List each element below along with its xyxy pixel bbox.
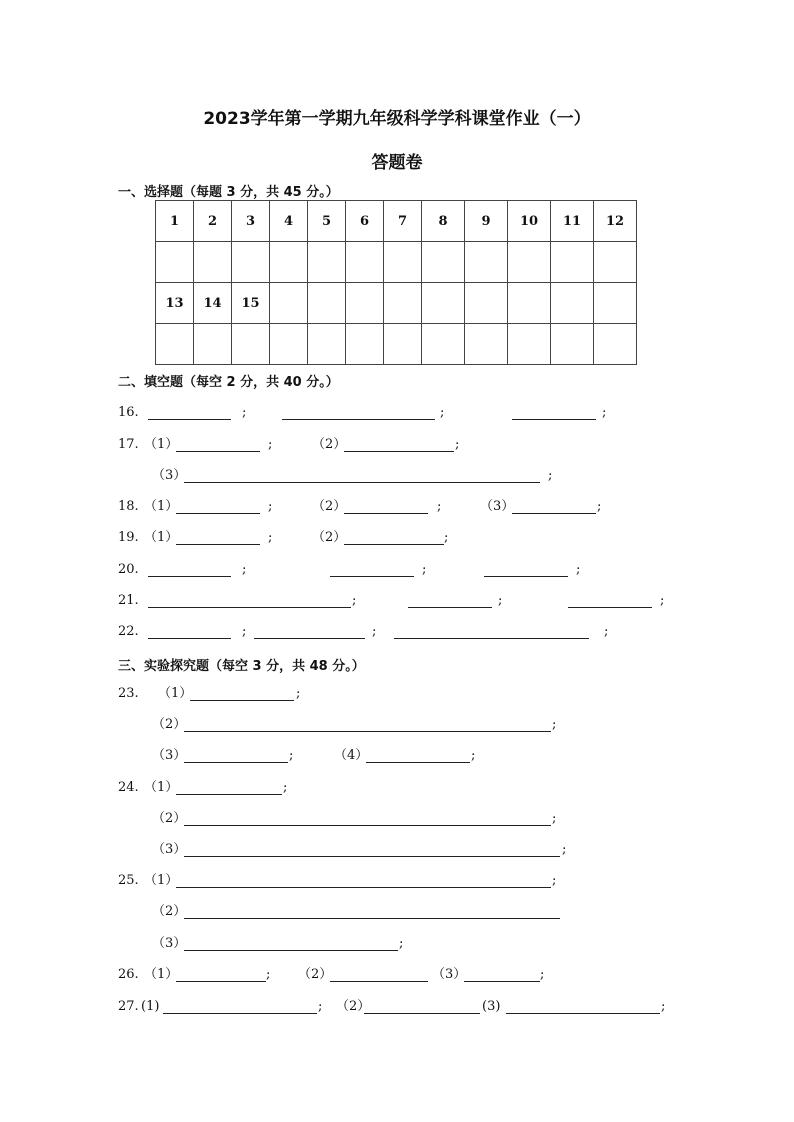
grid-cell (594, 283, 637, 324)
part-label: （2） (312, 530, 347, 545)
grid-row-answers-2 (156, 324, 637, 365)
grid-row-numbers-1 (156, 201, 637, 242)
answer-cell[interactable] (422, 324, 465, 365)
answer-cell[interactable] (270, 242, 308, 283)
answer-blank[interactable] (176, 780, 282, 795)
separator: ; (242, 624, 247, 639)
separator: ; (660, 593, 665, 608)
answer-blank[interactable] (330, 967, 428, 982)
separator: ; (576, 562, 581, 577)
answer-cell[interactable] (308, 324, 346, 365)
answer-cell[interactable] (384, 242, 422, 283)
separator: ; (266, 967, 271, 982)
separator: ; (562, 842, 567, 857)
answer-cell[interactable] (508, 242, 551, 283)
section-choice-heading: 一、选择题（每题 3 分，共 45 分。） (118, 185, 339, 200)
separator: ; (440, 405, 445, 420)
answer-blank[interactable] (330, 562, 414, 577)
answer-cell[interactable] (384, 324, 422, 365)
grid-cell: 11 (551, 201, 594, 242)
answer-blank[interactable] (512, 405, 596, 420)
grid-cell (346, 283, 384, 324)
separator: ; (471, 748, 476, 763)
choice-answer-grid (155, 200, 637, 365)
grid-cell: 5 (308, 201, 346, 242)
grid-cell (465, 283, 508, 324)
answer-blank[interactable] (184, 811, 551, 826)
part-label: （1） (144, 530, 179, 545)
answer-cell[interactable] (422, 242, 465, 283)
separator: ; (268, 499, 273, 514)
answer-blank[interactable] (148, 593, 351, 608)
answer-blank[interactable] (344, 530, 444, 545)
answer-cell[interactable] (194, 242, 232, 283)
grid-cell (508, 283, 551, 324)
question-number: 21. (118, 593, 139, 608)
section-fill-heading: 二、填空题（每空 2 分，共 40 分。） (118, 375, 339, 390)
separator: ; (422, 562, 427, 577)
separator: ; (399, 936, 404, 951)
answer-blank[interactable] (344, 437, 454, 452)
answer-blank[interactable] (464, 967, 540, 982)
separator: ; (552, 717, 557, 732)
separator: ; (661, 999, 666, 1014)
answer-blank[interactable] (184, 904, 560, 919)
question-number: 19. (118, 530, 139, 545)
answer-blank[interactable] (176, 967, 266, 982)
question-number: 20. (118, 562, 139, 577)
answer-cell[interactable] (508, 324, 551, 365)
answer-cell[interactable] (465, 324, 508, 365)
answer-cell[interactable] (232, 324, 270, 365)
separator: ; (552, 873, 557, 888)
answer-cell[interactable] (270, 324, 308, 365)
answer-blank[interactable] (364, 999, 480, 1014)
answer-cell[interactable] (551, 242, 594, 283)
part-label: （3） (152, 842, 187, 857)
part-label: (3) (482, 999, 501, 1014)
answer-cell[interactable] (346, 324, 384, 365)
separator: ; (289, 748, 294, 763)
part-label: （1） (144, 437, 179, 452)
separator: ; (318, 999, 323, 1014)
grid-cell (308, 283, 346, 324)
separator: ; (498, 593, 503, 608)
separator: ; (597, 499, 602, 514)
grid-cell: 9 (465, 201, 508, 242)
question-number: 16. (118, 405, 139, 420)
part-label: （3） (152, 936, 187, 951)
answer-blank[interactable] (184, 468, 540, 483)
answer-blank[interactable] (184, 842, 560, 857)
separator: ; (242, 562, 247, 577)
separator: ; (552, 811, 557, 826)
answer-cell[interactable] (465, 242, 508, 283)
part-label: （2） (312, 437, 347, 452)
answer-blank[interactable] (184, 748, 288, 763)
grid-cell: 4 (270, 201, 308, 242)
answer-blank[interactable] (394, 624, 589, 639)
part-label: （2） (298, 967, 333, 982)
part-label: （3） (152, 748, 187, 763)
answer-blank[interactable] (408, 593, 492, 608)
answer-blank[interactable] (568, 593, 652, 608)
question-number: 26. (118, 967, 139, 982)
grid-cell: 6 (346, 201, 384, 242)
answer-blank[interactable] (184, 717, 551, 732)
question-number: 23. (118, 686, 139, 701)
question-number: 27. (118, 999, 139, 1014)
part-label: （3） (480, 499, 515, 514)
answer-blank[interactable] (506, 999, 660, 1014)
grid-cell: 12 (594, 201, 637, 242)
separator: ; (296, 686, 301, 701)
separator: ; (444, 530, 449, 545)
answer-blank[interactable] (148, 405, 231, 420)
page-subtitle: 答题卷 (371, 153, 423, 173)
answer-blank[interactable] (282, 405, 435, 420)
part-label: （1） (158, 686, 193, 701)
separator: ; (242, 405, 247, 420)
part-label: （1） (144, 873, 179, 888)
separator: ; (604, 624, 609, 639)
answer-blank[interactable] (184, 936, 398, 951)
answer-cell[interactable] (156, 242, 194, 283)
answer-cell[interactable] (551, 324, 594, 365)
page-title: 2023学年第一学期九年级科学学科课堂作业（一） (203, 109, 591, 129)
answer-blank[interactable] (366, 748, 470, 763)
answer-blank[interactable] (148, 624, 231, 639)
grid-row-numbers-2 (156, 283, 637, 324)
part-label: （4） (334, 748, 369, 763)
part-label: （2） (312, 499, 347, 514)
separator: ; (437, 499, 442, 514)
answer-blank[interactable] (176, 873, 551, 888)
separator: ; (548, 468, 553, 483)
separator: ; (455, 437, 460, 452)
part-label: （3） (432, 967, 467, 982)
grid-cell: 15 (232, 283, 270, 324)
answer-cell[interactable] (194, 324, 232, 365)
grid-cell: 8 (422, 201, 465, 242)
grid-row-answers-1 (156, 242, 637, 283)
answer-cell[interactable] (232, 242, 270, 283)
part-label: （2） (152, 811, 187, 826)
part-label: （2） (336, 999, 371, 1014)
answer-cell[interactable] (594, 242, 637, 283)
question-number: 22. (118, 624, 139, 639)
part-label: （1） (144, 499, 179, 514)
question-number: 17. (118, 437, 139, 452)
answer-blank[interactable] (148, 562, 231, 577)
answer-cell[interactable] (594, 324, 637, 365)
answer-blank[interactable] (176, 437, 260, 452)
grid-cell: 7 (384, 201, 422, 242)
separator: ; (372, 624, 377, 639)
grid-cell: 13 (156, 283, 194, 324)
answer-blank[interactable] (163, 999, 317, 1014)
answer-blank[interactable] (512, 499, 596, 514)
part-label: （2） (152, 904, 187, 919)
grid-cell: 14 (194, 283, 232, 324)
question-number: 25. (118, 873, 139, 888)
grid-cell (270, 283, 308, 324)
grid-cell (422, 283, 465, 324)
separator: ; (352, 593, 357, 608)
section-experiment-heading: 三、实验探究题（每空 3 分，共 48 分。） (118, 659, 365, 674)
answer-cell[interactable] (156, 324, 194, 365)
separator: ; (268, 437, 273, 452)
answer-cell[interactable] (308, 242, 346, 283)
question-number: 24. (118, 780, 139, 795)
answer-blank[interactable] (176, 530, 260, 545)
part-label: （1） (144, 780, 179, 795)
grid-cell: 2 (194, 201, 232, 242)
separator: ; (540, 967, 545, 982)
part-label: （2） (152, 717, 187, 732)
answer-blank[interactable] (254, 624, 365, 639)
separator: ; (268, 530, 273, 545)
grid-cell: 1 (156, 201, 194, 242)
question-number: 18. (118, 499, 139, 514)
separator: ; (602, 405, 607, 420)
answer-cell[interactable] (346, 242, 384, 283)
answer-blank[interactable] (484, 562, 568, 577)
part-label: (1) (141, 999, 160, 1014)
part-label: （1） (144, 967, 179, 982)
part-label: （3） (152, 468, 187, 483)
grid-cell (384, 283, 422, 324)
answer-blank[interactable] (190, 686, 294, 701)
grid-cell: 3 (232, 201, 270, 242)
answer-blank[interactable] (176, 499, 260, 514)
separator: ; (283, 780, 288, 795)
answer-blank[interactable] (344, 499, 428, 514)
grid-cell: 10 (508, 201, 551, 242)
grid-cell (551, 283, 594, 324)
